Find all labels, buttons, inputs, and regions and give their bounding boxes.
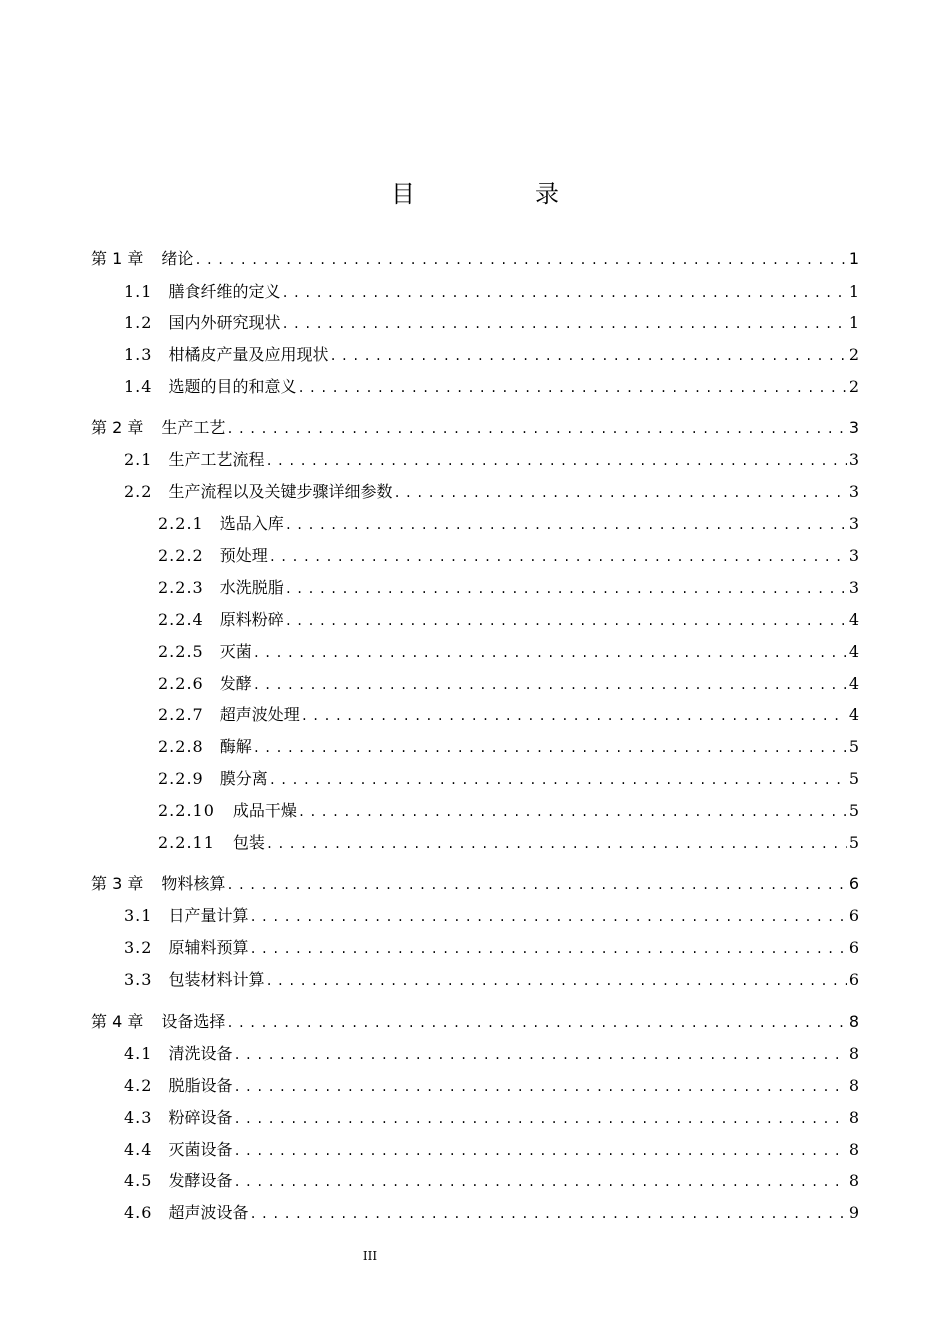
toc-leader-dots <box>265 449 846 473</box>
toc-entry-number: 2.2.2 <box>158 546 204 565</box>
toc-leader-dots <box>393 481 846 505</box>
toc-entry-4-2[interactable] <box>124 1074 859 1098</box>
toc-entry-2-2-8[interactable] <box>158 735 859 759</box>
toc-entry-page: 1 <box>848 282 859 301</box>
toc-leader-dots <box>233 1043 846 1067</box>
toc-leader-dots <box>301 704 847 728</box>
toc-entry-number: 第 2 章 <box>91 418 144 437</box>
toc-entry-number: 1.3 <box>124 345 153 364</box>
toc-entry-page: 8 <box>848 1076 859 1095</box>
toc-entry-2-2-6[interactable] <box>158 672 859 696</box>
toc-entry-chapter-3[interactable] <box>91 872 859 896</box>
toc-entry-page: 3 <box>848 418 859 437</box>
toc-leader-dots <box>269 545 847 569</box>
toc-entry-2-2-11[interactable] <box>158 831 859 855</box>
toc-leader-dots <box>226 1011 846 1035</box>
toc-entry-number: 3.2 <box>124 938 153 957</box>
toc-entry-1-3[interactable] <box>124 343 859 367</box>
toc-entry-2-2-2[interactable] <box>158 544 859 568</box>
toc-entry-page: 3 <box>848 482 859 501</box>
toc-entry-title: 生产工艺 <box>161 418 226 437</box>
toc-entry-page: 4 <box>848 674 859 693</box>
toc-entry-page: 8 <box>848 1108 859 1127</box>
toc-entry-4-6[interactable] <box>124 1201 859 1225</box>
toc-entry-3-1[interactable] <box>124 904 859 928</box>
page-number-footer: III <box>362 1249 378 1263</box>
toc-entry-title: 包装材料计算 <box>168 970 265 989</box>
toc-entry-title: 绪论 <box>161 249 194 268</box>
toc-entry-page: 5 <box>848 737 859 756</box>
toc-leader-dots <box>285 513 847 537</box>
toc-entry-page: 4 <box>848 610 859 629</box>
toc-entry-page: 8 <box>848 1171 859 1190</box>
toc-entry-title: 柑橘皮产量及应用现状 <box>168 345 329 364</box>
toc-entry-2-2-3[interactable] <box>158 576 859 600</box>
toc-entry-4-3[interactable] <box>124 1106 859 1130</box>
toc-entry-page: 5 <box>848 801 859 820</box>
toc-entry-number: 2.2.8 <box>158 737 204 756</box>
toc-entry-number: 4.1 <box>124 1044 153 1063</box>
toc-entry-number: 4.6 <box>124 1203 153 1222</box>
toc-entry-1-1[interactable] <box>124 280 859 304</box>
toc-entry-number: 2.2 <box>124 482 153 501</box>
toc-entry-page: 6 <box>848 938 859 957</box>
toc-entry-2-1[interactable] <box>124 448 859 472</box>
toc-entry-number: 1.2 <box>124 313 153 332</box>
toc-leader-dots <box>233 1139 846 1163</box>
toc-leader-dots <box>281 312 846 336</box>
toc-entry-1-2[interactable] <box>124 311 859 335</box>
toc-entry-number: 2.1 <box>124 450 153 469</box>
toc-leader-dots <box>297 376 846 400</box>
toc-entry-page: 2 <box>848 377 859 396</box>
toc-leader-dots <box>298 800 847 824</box>
toc-leader-dots <box>329 344 846 368</box>
toc-entry-page: 5 <box>848 769 859 788</box>
toc-leader-dots <box>226 417 846 441</box>
toc-entry-2-2-5[interactable] <box>158 640 859 664</box>
toc-entry-title: 发酵设备 <box>168 1171 233 1190</box>
toc-entry-3-2[interactable] <box>124 936 859 960</box>
toc-entry-number: 2.2.4 <box>158 610 204 629</box>
toc-entry-page: 6 <box>848 874 859 893</box>
toc-entry-title: 灭菌设备 <box>168 1140 233 1159</box>
toc-entry-title: 超声波处理 <box>219 705 300 724</box>
toc-entry-number: 1.1 <box>124 282 153 301</box>
toc-entry-2-2-4[interactable] <box>158 608 859 632</box>
toc-entry-page: 8 <box>848 1044 859 1063</box>
toc-entry-number: 第 3 章 <box>91 874 144 893</box>
toc-entry-page: 5 <box>848 833 859 852</box>
toc-entry-title: 选题的目的和意义 <box>168 377 297 396</box>
toc-entry-title: 生产工艺流程 <box>168 450 265 469</box>
toc-entry-title: 生产流程以及关键步骤详细参数 <box>168 482 393 501</box>
toc-leader-dots <box>265 969 846 993</box>
toc-leader-dots <box>194 248 846 272</box>
toc-entry-2-2-10[interactable] <box>158 799 859 823</box>
toc-entry-page: 4 <box>848 705 859 724</box>
toc-leader-dots <box>253 673 847 697</box>
toc-entry-page: 3 <box>848 450 859 469</box>
toc-entry-number: 第 1 章 <box>91 249 144 268</box>
toc-entry-title: 清洗设备 <box>168 1044 233 1063</box>
toc-leader-dots <box>285 609 847 633</box>
toc-entry-number: 2.2.5 <box>158 642 204 661</box>
toc-entry-number: 2.2.7 <box>158 705 204 724</box>
toc-entry-number: 第 4 章 <box>91 1012 144 1031</box>
toc-entry-title: 酶解 <box>219 737 252 756</box>
toc-leader-dots <box>249 937 846 961</box>
toc-leader-dots <box>233 1170 846 1194</box>
toc-entry-page: 8 <box>848 1140 859 1159</box>
toc-entry-page: 1 <box>848 313 859 332</box>
toc-entry-number: 3.3 <box>124 970 153 989</box>
toc-leader-dots <box>285 577 847 601</box>
toc-entry-3-3[interactable] <box>124 968 859 992</box>
toc-entry-number: 2.2.9 <box>158 769 204 788</box>
toc-entry-page: 9 <box>848 1203 859 1222</box>
toc-entry-page: 6 <box>848 970 859 989</box>
toc-entry-number: 4.4 <box>124 1140 153 1159</box>
toc-entry-title: 膳食纤维的定义 <box>168 282 281 301</box>
toc-entry-number: 4.5 <box>124 1171 153 1190</box>
toc-entry-chapter-1[interactable] <box>91 247 859 271</box>
toc-entry-number: 4.3 <box>124 1108 153 1127</box>
toc-entry-2-2-7[interactable] <box>158 703 859 727</box>
toc-entry-page: 3 <box>848 514 859 533</box>
toc-entry-page: 6 <box>848 906 859 925</box>
toc-leader-dots <box>249 1202 846 1226</box>
toc-entry-chapter-4[interactable] <box>91 1010 859 1034</box>
toc-entry-title: 原辅料预算 <box>168 938 249 957</box>
toc-entry-page: 8 <box>848 1012 859 1031</box>
toc-entry-title: 设备选择 <box>161 1012 226 1031</box>
toc-entry-2-2-9[interactable] <box>158 767 859 791</box>
toc-entry-title: 日产量计算 <box>168 906 249 925</box>
toc-entry-page: 4 <box>848 642 859 661</box>
toc-entry-title: 粉碎设备 <box>168 1108 233 1127</box>
toc-leader-dots <box>269 768 847 792</box>
toc-leader-dots <box>249 905 846 929</box>
toc-entry-page: 3 <box>848 578 859 597</box>
toc-entry-4-1[interactable] <box>124 1042 859 1066</box>
toc-entry-number: 2.2.1 <box>158 514 204 533</box>
toc-entry-title: 成品干燥 <box>232 801 297 820</box>
toc-entry-number: 2.2.3 <box>158 578 204 597</box>
toc-entry-title: 预处理 <box>219 546 268 565</box>
toc-entry-title: 膜分离 <box>219 769 268 788</box>
toc-entry-title: 超声波设备 <box>168 1203 249 1222</box>
toc-entry-title: 灭菌 <box>219 642 252 661</box>
toc-leader-dots <box>266 832 847 856</box>
toc-entry-title: 原料粉碎 <box>219 610 284 629</box>
toc-entry-number: 2.2.10 <box>158 801 215 820</box>
toc-entry-page: 1 <box>848 249 859 268</box>
toc-leader-dots <box>281 281 846 305</box>
toc-entry-title: 国内外研究现状 <box>168 313 281 332</box>
toc-entry-number: 2.2.6 <box>158 674 204 693</box>
toc-entry-title: 水洗脱脂 <box>219 578 284 597</box>
toc-entry-2-2[interactable] <box>124 480 859 504</box>
toc-entry-title: 选品入库 <box>219 514 284 533</box>
toc-entry-chapter-2[interactable] <box>91 416 859 440</box>
toc-entry-title: 发酵 <box>219 674 252 693</box>
toc-entry-4-4[interactable] <box>124 1138 859 1162</box>
toc-leader-dots <box>253 641 847 665</box>
toc-entry-number: 2.2.11 <box>158 833 215 852</box>
toc-entry-page: 2 <box>848 345 859 364</box>
toc-entry-title: 物料核算 <box>161 874 226 893</box>
toc-entry-4-5[interactable] <box>124 1169 859 1193</box>
toc-entry-number: 1.4 <box>124 377 153 396</box>
toc-leader-dots <box>233 1107 846 1131</box>
toc-entry-2-2-1[interactable] <box>158 512 859 536</box>
toc-leader-dots <box>233 1075 846 1099</box>
toc-entry-number: 3.1 <box>124 906 153 925</box>
toc-entry-title: 脱脂设备 <box>168 1076 233 1095</box>
toc-leader-dots <box>226 873 846 897</box>
toc-entry-number: 4.2 <box>124 1076 153 1095</box>
toc-entry-1-4[interactable] <box>124 375 859 399</box>
toc-entry-page: 3 <box>848 546 859 565</box>
page-title: 目 录 <box>391 180 607 208</box>
toc-leader-dots <box>253 736 847 760</box>
toc-entry-title: 包装 <box>232 833 265 852</box>
